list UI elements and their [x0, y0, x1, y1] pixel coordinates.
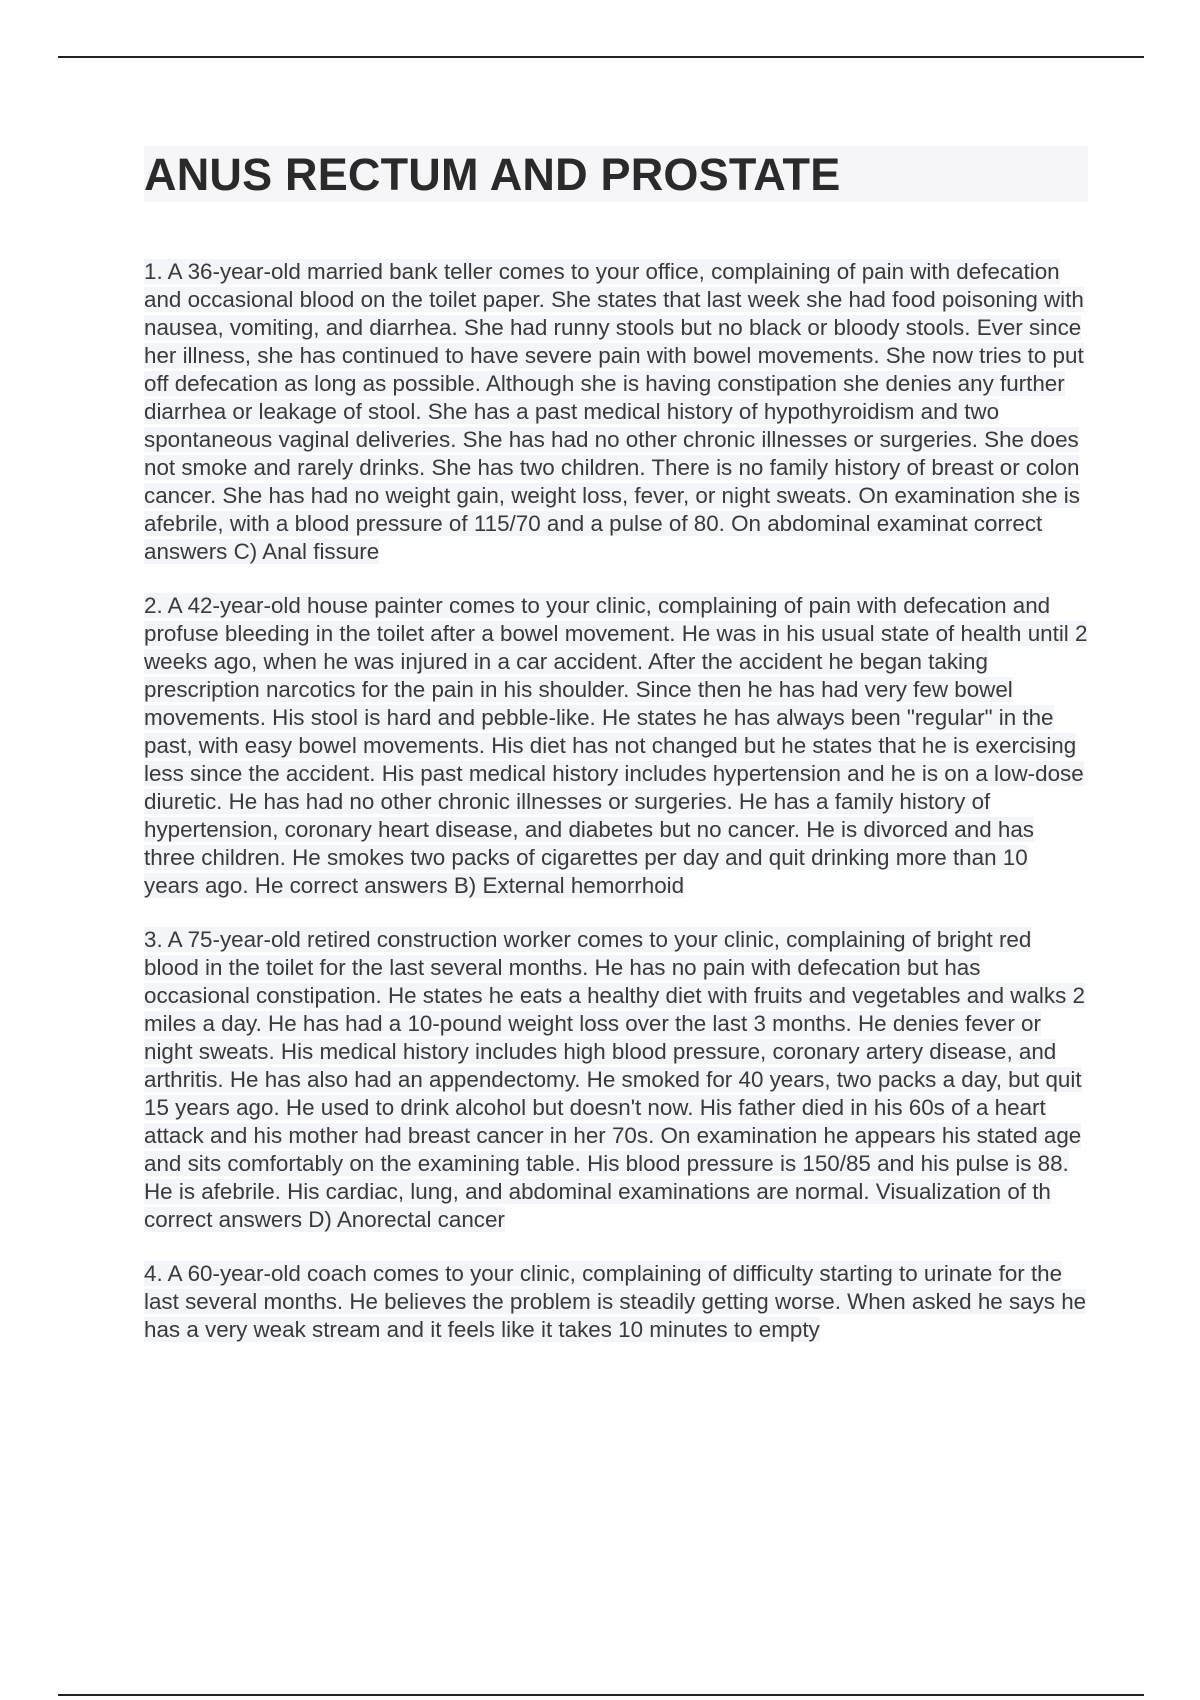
- question-1: [144, 258, 1088, 566]
- question-4-text: 4. A 60-year-old coach comes to your clinic, complaining of difficulty starting to urinate for the last several months. He believes the problem is steadily getting worse. When asked he says he has a very weak stream and it feels like it takes 10 minutes to empty: [144, 1261, 1087, 1342]
- question-4: [144, 1260, 1088, 1344]
- question-list: [144, 258, 1088, 1344]
- question-2: [144, 592, 1088, 900]
- question-3-text: 3. A 75-year-old retired construction worker comes to your clinic, complaining of bright red blood in the toilet for the last several months. He has no pain with defecation but has occasional constipation. He states he eats a healthy diet with fruits and vegetables and walks 2 miles a day. He has had a 10-pound weight loss over the last 3 months. He denies fever or night sweats. His medical history includes high blood pressure, coronary artery disease, and arthritis. He has also had an appendectomy. He smoked for 40 years, two packs a day, but quit 15 years ago. He used to drink alcohol but doesn't now. His father died in his 60s of a heart attack and his mother had breast cancer in her 70s. On examination he appears his stated age and sits comfortably on the examining table. His blood pressure is 150/85 and his pulse is 88. He is afebrile. His cardiac, lung, and abdominal examinations are normal. Visualization of th correct answers D) Anorectal cancer: [144, 927, 1085, 1232]
- top-rule: [58, 56, 1144, 58]
- title-band: [144, 146, 1088, 202]
- question-3: [144, 926, 1088, 1234]
- question-1-text: 1. A 36-year-old married bank teller comes to your office, complaining of pain with defecation and occasional blood on the toilet paper. She states that last week she had food poisoning with nausea, vomiting, and diarrhea. She had runny stools but no black or bloody stools. Ever since her illness, she has continued to have severe pain with bowel movements. She now tries to put off defecation as long as possible. Although she is having constipation she denies any further diarrhea or leakage of stool. She has a past medical history of hypothyroidism and two spontaneous vaginal deliveries. She has had no other chronic illnesses or surgeries. She does not smoke and rarely drinks. She has two children. There is no family history of breast or colon cancer. She has had no weight gain, weight loss, fever, or night sweats. On examination she is afebrile, with a blood pressure of 115/70 and a pulse of 80. On abdominal examinat correct answers C) Anal fissure: [144, 259, 1084, 564]
- bottom-rule: [58, 1694, 1144, 1696]
- page-content: [144, 146, 1088, 1370]
- question-2-text: 2. A 42-year-old house painter comes to your clinic, complaining of pain with defecation and profuse bleeding in the toilet after a bowel movement. He was in his usual state of health until 2 weeks ago, when he was injured in a car accident. After the accident he began taking prescription narcotics for the pain in his shoulder. Since then he has had very few bowel movements. His stool is hard and pebble-like. He states he has always been "regular" in the past, with easy bowel movements. His diet has not changed but he states that he is exercising less since the accident. His past medical history includes hypertension and he is on a low-dose diuretic. He has had no other chronic illnesses or surgeries. He has a family history of hypertension, coronary heart disease, and diabetes but no cancer. He is divorced and has three children. He smokes two packs of cigarettes per day and quit drinking more than 10 years ago. He correct answers B) External hemorrhoid: [144, 593, 1088, 898]
- document-title: ANUS RECTUM AND PROSTATE: [144, 148, 841, 200]
